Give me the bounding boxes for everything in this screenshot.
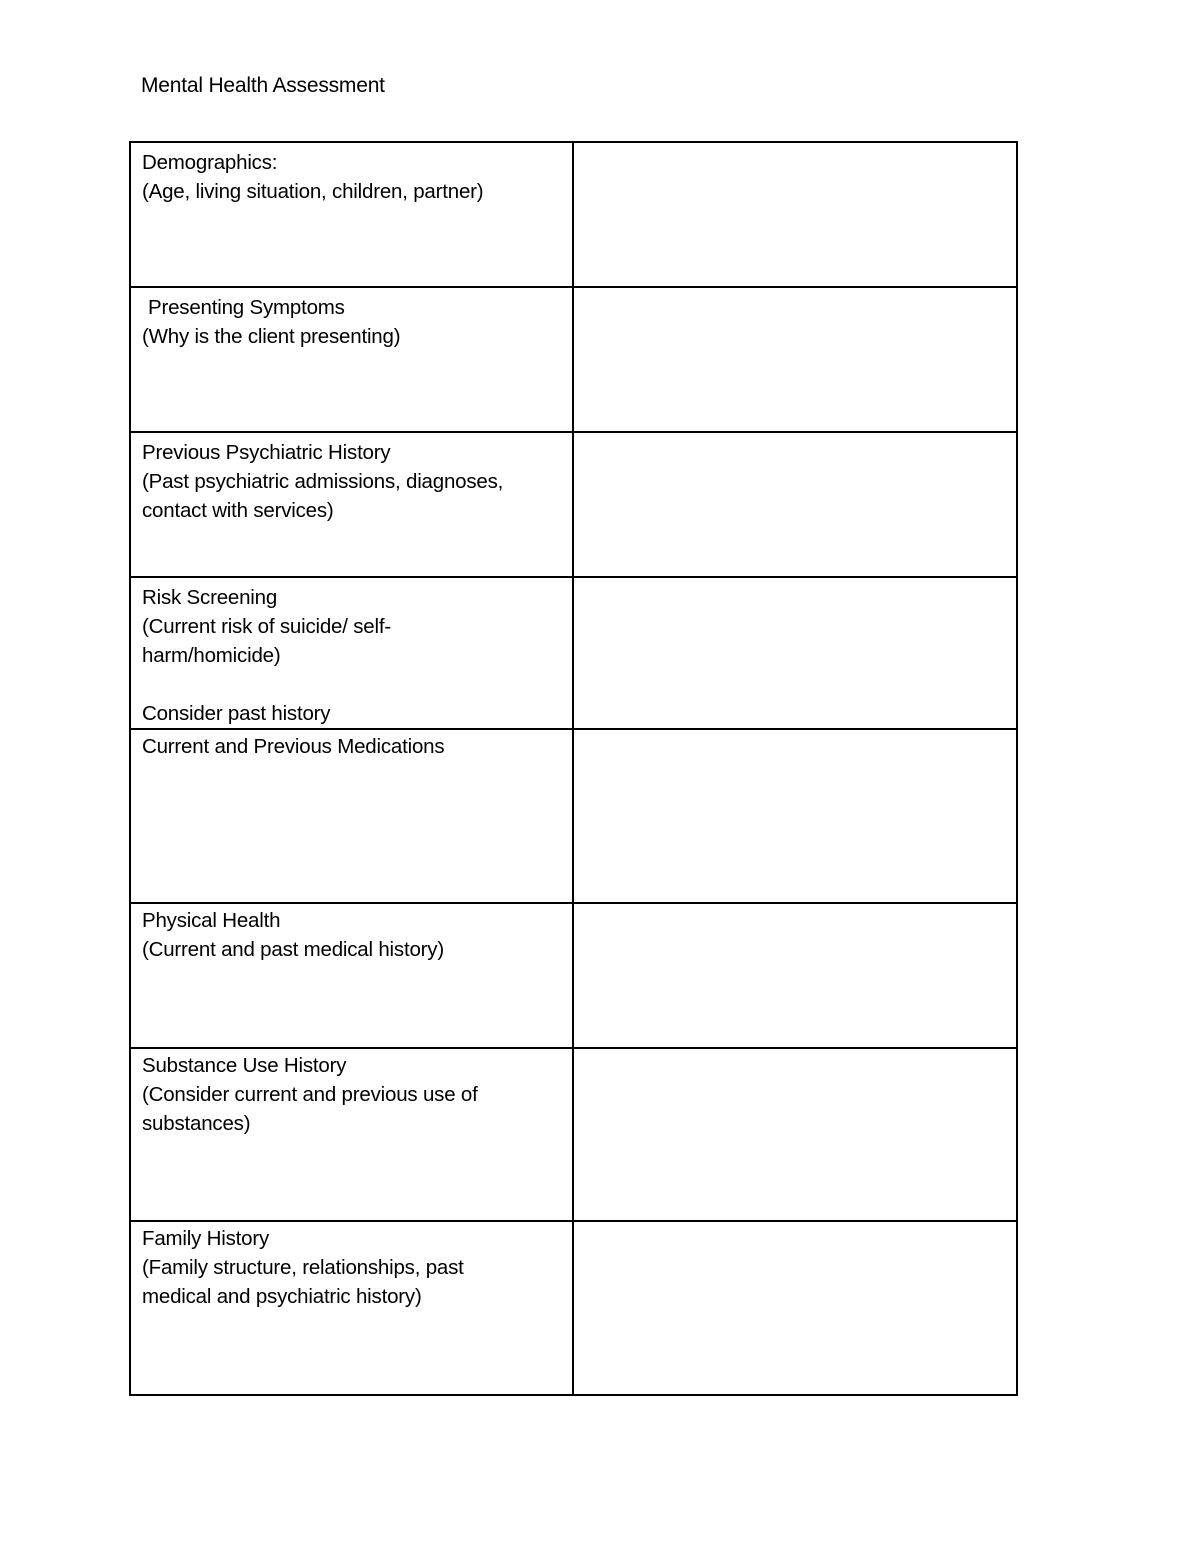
assessment-table [129, 141, 1018, 1396]
response-cell-family-history[interactable] [573, 1221, 1017, 1395]
response-cell-substance-use[interactable] [573, 1048, 1017, 1221]
page-title: Mental Health Assessment [141, 74, 385, 97]
section-hint-presenting-symptoms-1: (Why is the client presenting) [142, 325, 401, 348]
section-heading-family-history: Family History [142, 1227, 270, 1250]
response-cell-presenting-symptoms[interactable] [573, 287, 1017, 432]
section-heading-substance-use: Substance Use History [142, 1054, 347, 1077]
section-heading-medications: Current and Previous Medications [142, 735, 445, 758]
response-cell-risk-screening[interactable] [573, 577, 1017, 729]
section-note-risk-screening: Consider past history [142, 702, 331, 725]
table-row-medications [130, 729, 1017, 903]
label-cell-psychiatric-history [130, 432, 573, 577]
table-row-physical-health [130, 903, 1017, 1048]
section-heading-psychiatric-history: Previous Psychiatric History [142, 441, 391, 464]
label-cell-medications [130, 729, 573, 903]
section-hint-psychiatric-history-1: (Past psychiatric admissions, diagnoses, [142, 470, 504, 493]
table-row-psychiatric-history [130, 432, 1017, 577]
section-hint-substance-use-1: (Consider current and previous use of [142, 1083, 478, 1106]
section-heading-physical-health: Physical Health [142, 909, 281, 932]
section-heading-risk-screening: Risk Screening [142, 586, 278, 609]
table-row-family-history [130, 1221, 1017, 1395]
response-cell-demographics[interactable] [573, 142, 1017, 287]
label-cell-risk-screening [130, 577, 573, 729]
label-cell-presenting-symptoms [130, 287, 573, 432]
response-cell-medications[interactable] [573, 729, 1017, 903]
section-hint-family-history-2: medical and psychiatric history) [142, 1285, 422, 1308]
section-hint-risk-screening-2: harm/homicide) [142, 644, 281, 667]
table-row-substance-use [130, 1048, 1017, 1221]
label-cell-physical-health [130, 903, 573, 1048]
label-cell-demographics [130, 142, 573, 287]
label-cell-family-history [130, 1221, 573, 1395]
table-row-demographics [130, 142, 1017, 287]
section-heading-demographics: Demographics: [142, 151, 278, 174]
table-row-presenting-symptoms [130, 287, 1017, 432]
response-cell-physical-health[interactable] [573, 903, 1017, 1048]
blank-line [142, 670, 562, 699]
section-hint-psychiatric-history-2: contact with services) [142, 499, 334, 522]
section-hint-family-history-1: (Family structure, relationships, past [142, 1256, 464, 1279]
table-row-risk-screening [130, 577, 1017, 729]
label-cell-substance-use [130, 1048, 573, 1221]
response-cell-psychiatric-history[interactable] [573, 432, 1017, 577]
section-hint-substance-use-2: substances) [142, 1112, 251, 1135]
section-heading-presenting-symptoms: Presenting Symptoms [148, 296, 345, 319]
section-hint-risk-screening-1: (Current risk of suicide/ self- [142, 615, 391, 638]
section-hint-demographics-1: (Age, living situation, children, partner) [142, 180, 484, 203]
section-hint-physical-health-1: (Current and past medical history) [142, 938, 444, 961]
